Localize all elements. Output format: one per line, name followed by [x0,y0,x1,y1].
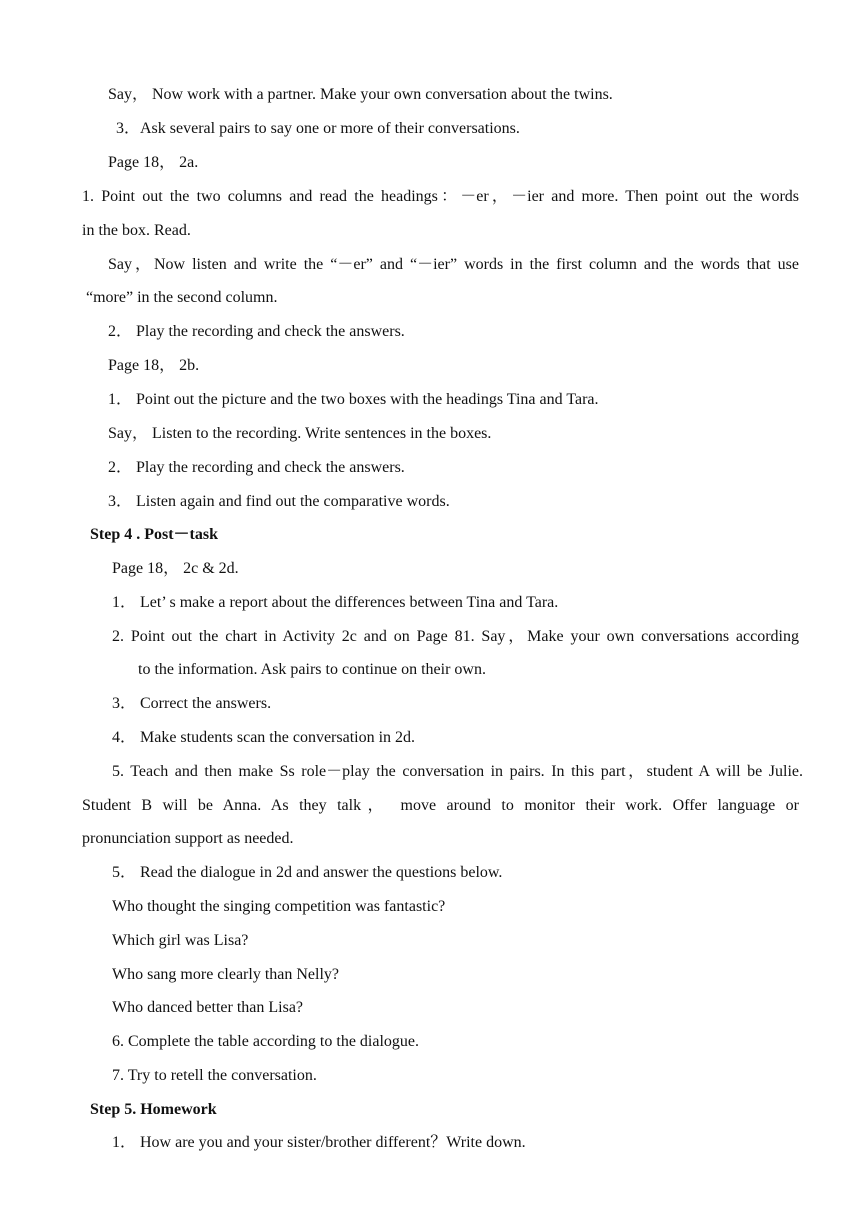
instruction-line: 3． Correct the answers. [112,695,272,712]
question-line: Who sang more clearly than Nelly? [112,966,340,983]
instruction-line: to the information. Ask pairs to continue on their own. [138,661,486,678]
instruction-line: 1． How are you and your sister/brother different？Write down. [112,1134,526,1151]
page-reference: Page 18， 2b. [108,357,200,374]
question-line: Who danced better than Lisa? [112,999,304,1016]
step-heading: Step 4 . Post－task [90,526,219,543]
instruction-line: 1． Point out the picture and the two boxes with the headings Tina and Tara. [108,391,599,408]
instruction-line: 5． Read the dialogue in 2d and answer the questions below. [112,864,503,881]
question-line: Which girl was Lisa? [112,932,249,949]
step-heading: Step 5. Homework [90,1101,217,1118]
instruction-line: 3． Listen again and find out the comparative words. [108,493,450,510]
instruction-line: 3．Ask several pairs to say one or more of their conversations. [116,120,520,137]
page-reference: Page 18， 2a. [108,154,199,171]
instruction-line: in the box. Read. [82,222,191,239]
instruction-line: Student B will be Anna. As they talk， move around to monitor their work. Offer language or [82,797,799,814]
page-reference: Page 18， 2c & 2d. [112,560,239,577]
instruction-line: 2. Point out the chart in Activity 2c and on Page 81. Say，Make your own conversations according [112,628,799,645]
instruction-line: 6. Complete the table according to the dialogue. [112,1033,420,1050]
instruction-line: 2． Play the recording and check the answers. [108,459,405,476]
instruction-line: “more” in the second column. [86,289,278,306]
instruction-line: 4． Make students scan the conversation in 2d. [112,729,416,746]
instruction-line: 5. Teach and then make Ss role－play the conversation in pairs. In this part，student A will be Julie. [112,763,803,780]
instruction-line: 1. Point out the two columns and read the headings：－er，－ier and more. Then point out the words [82,188,799,205]
instruction-line: pronunciation support as needed. [82,830,294,847]
instruction-line: Say，Now listen and write the “－er” and “－ier” words in the first column and the words that use [108,256,799,273]
instruction-line: Say， Listen to the recording. Write sentences in the boxes. [108,425,492,442]
question-line: Who thought the singing competition was fantastic? [112,898,446,915]
instruction-line: 7. Try to retell the conversation. [112,1067,317,1084]
instruction-line: Say， Now work with a partner. Make your own conversation about the twins. [108,86,613,103]
instruction-line: 2． Play the recording and check the answers. [108,323,405,340]
instruction-line: 1． Let’ s make a report about the differences between Tina and Tara. [112,594,559,611]
